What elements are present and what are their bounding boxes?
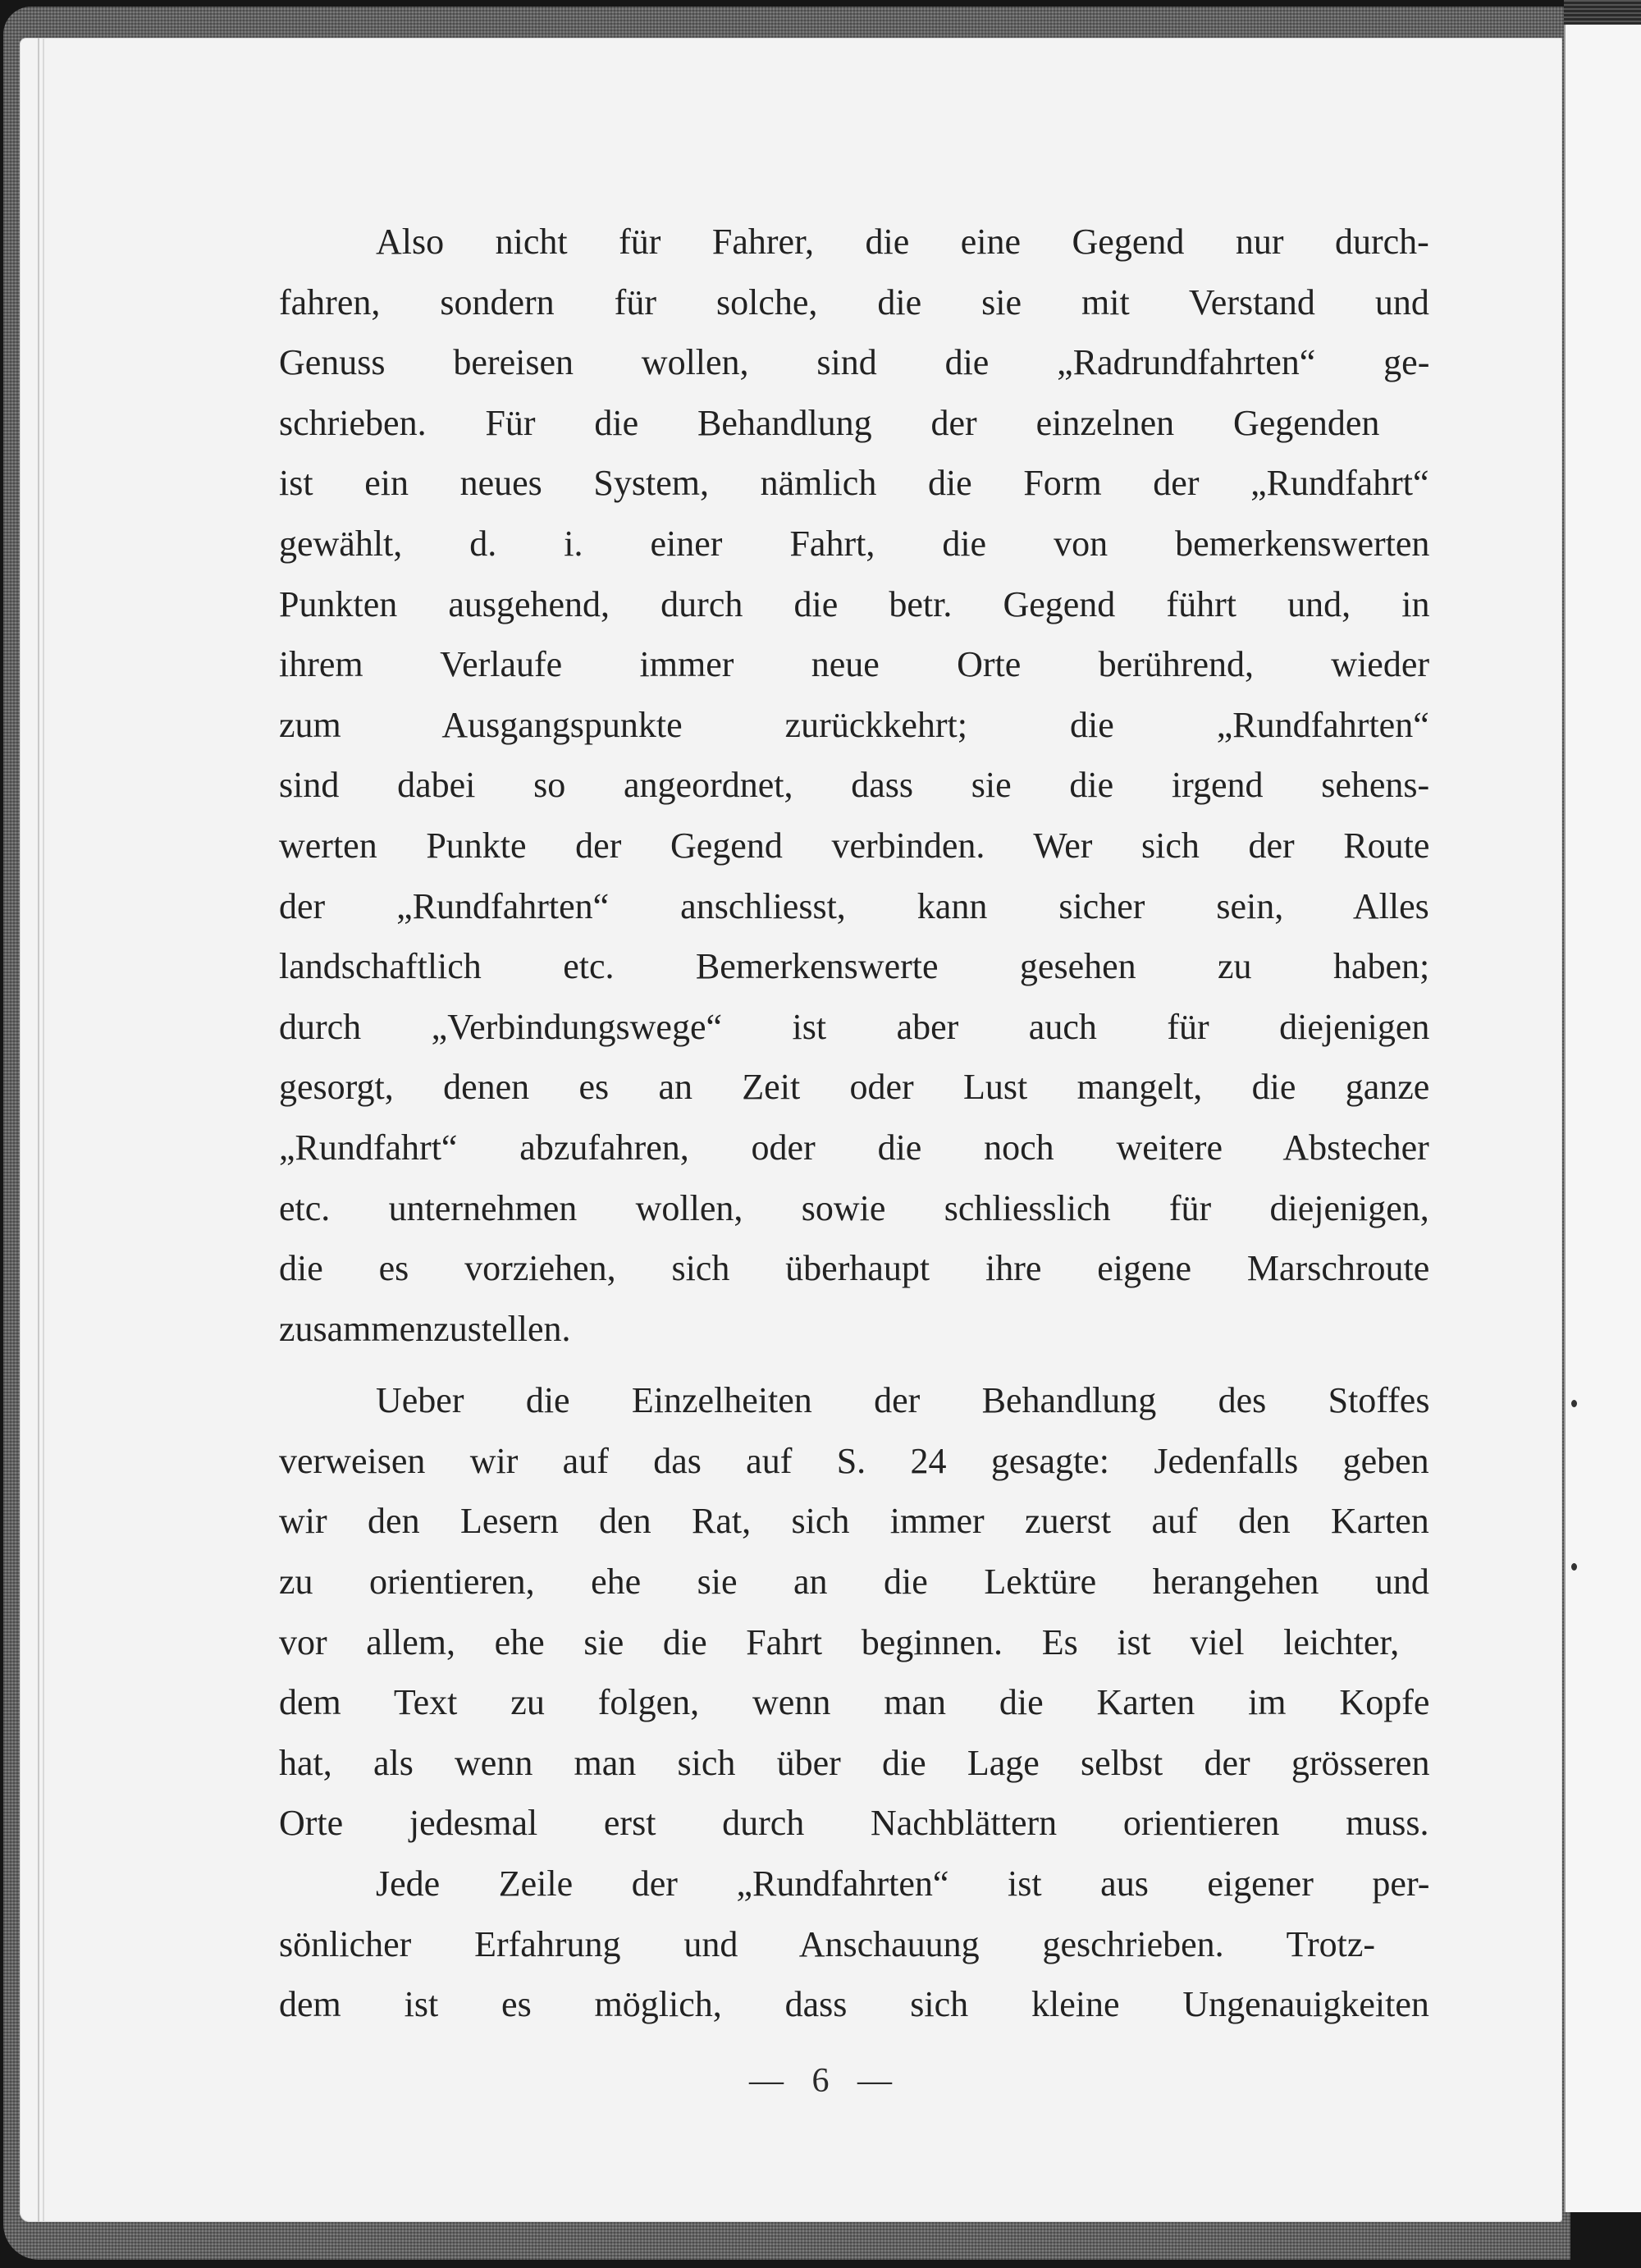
text-line: Ueber die Einzelheiten der Behandlung des Stoffes [376,1380,1430,1421]
text-line: wir den Lesern den Rat, sich immer zuerst auf den Karten [279,1501,1429,1542]
text-line: gesorgt, denen es an Zeit oder Lust mangelt, die ganze [279,1067,1430,1108]
text-line: Also nicht für Fahrer, die eine Gegend nur durch- [376,222,1429,262]
text-line: Orte jedesmal erst durch Nachblättern orientieren muss. [279,1803,1429,1844]
text-line: vor allem, ehe sie die Fahrt beginnen. Es ist viel leichter, [279,1621,1400,1662]
paragraph-3 [279,1854,1429,2035]
book-edge-top [1564,0,1641,25]
text-line: landschaftlich etc. Bemerkenswerte gesehen zu haben; [279,946,1430,987]
edge-speck [1571,1400,1577,1407]
page-number: — 6 — [749,2062,892,2100]
text-line: zum Ausgangspunkte zurückkehrt; die „Rundfahrten“ [279,704,1429,745]
text-line: verweisen wir auf das auf S. 24 gesagte: Jedenfalls geben [279,1440,1429,1481]
text-line: hat, als wenn man sich über die Lage selbst der grösseren [279,1742,1430,1783]
gutter-line [43,38,44,2222]
text-line: zusammenzustellen. [279,1308,571,1349]
gutter-line [38,38,39,2222]
text-line: dem Text zu folgen, wenn man die Karten im Kopfe [279,1682,1430,1723]
text-line: „Rundfahrt“ abzufahren, oder die noch weitere Abstecher [279,1127,1429,1168]
text-line: etc. unternehmen wollen, sowie schliesslich für diejenigen, [279,1187,1429,1228]
paragraph-2 [279,1370,1429,1854]
text-line: ihrem Verlaufe immer neue Orte berührend, wieder [279,644,1430,685]
text-line: gewählt, d. i. einer Fahrt, die von bemerkenswerten [279,523,1430,564]
paragraph-gap [279,1359,1429,1370]
text-line: schrieben. Für die Behandlung der einzelnen Gegenden [279,402,1380,443]
text-line: sönlicher Erfahrung und Anschauung geschrieben. Trotz- [279,1923,1376,1964]
text-line: werten Punkte der Gegend verbinden. Wer sich der Route [279,825,1430,866]
text-line: Jede Zeile der „Rundfahrten“ ist aus eigener per- [376,1863,1430,1904]
text-line: dem ist es möglich, dass sich kleine Ungenauigkeiten [279,1984,1429,2025]
text-line: der „Rundfahrten“ anschliesst, kann sicher sein, Alles [279,885,1429,926]
text-line: zu orientieren, ehe sie an die Lektüre herangehen und [279,1562,1429,1603]
text-line: fahren, sondern für solche, die sie mit Verstand und [279,281,1429,322]
paragraph-1 [279,212,1429,1359]
text-line: die es vorziehen, sich überhaupt ihre eigene Marschroute [279,1248,1430,1289]
edge-speck [1571,1563,1577,1571]
text-line: durch „Verbindungswege“ ist aber auch für diejenigen [279,1006,1430,1047]
next-page-edge [1564,25,1641,2212]
body-text [279,212,1429,2035]
text-line: Punkten ausgehend, durch die betr. Gegend führt und, in [279,583,1430,624]
text-line: sind dabei so angeordnet, dass sie die irgend sehens- [279,765,1430,806]
text-line: Genuss bereisen wollen, sind die „Radrundfahrten“ ge- [279,342,1430,383]
text-line: ist ein neues System, nämlich die Form der „Rundfahrt“ [279,463,1429,504]
